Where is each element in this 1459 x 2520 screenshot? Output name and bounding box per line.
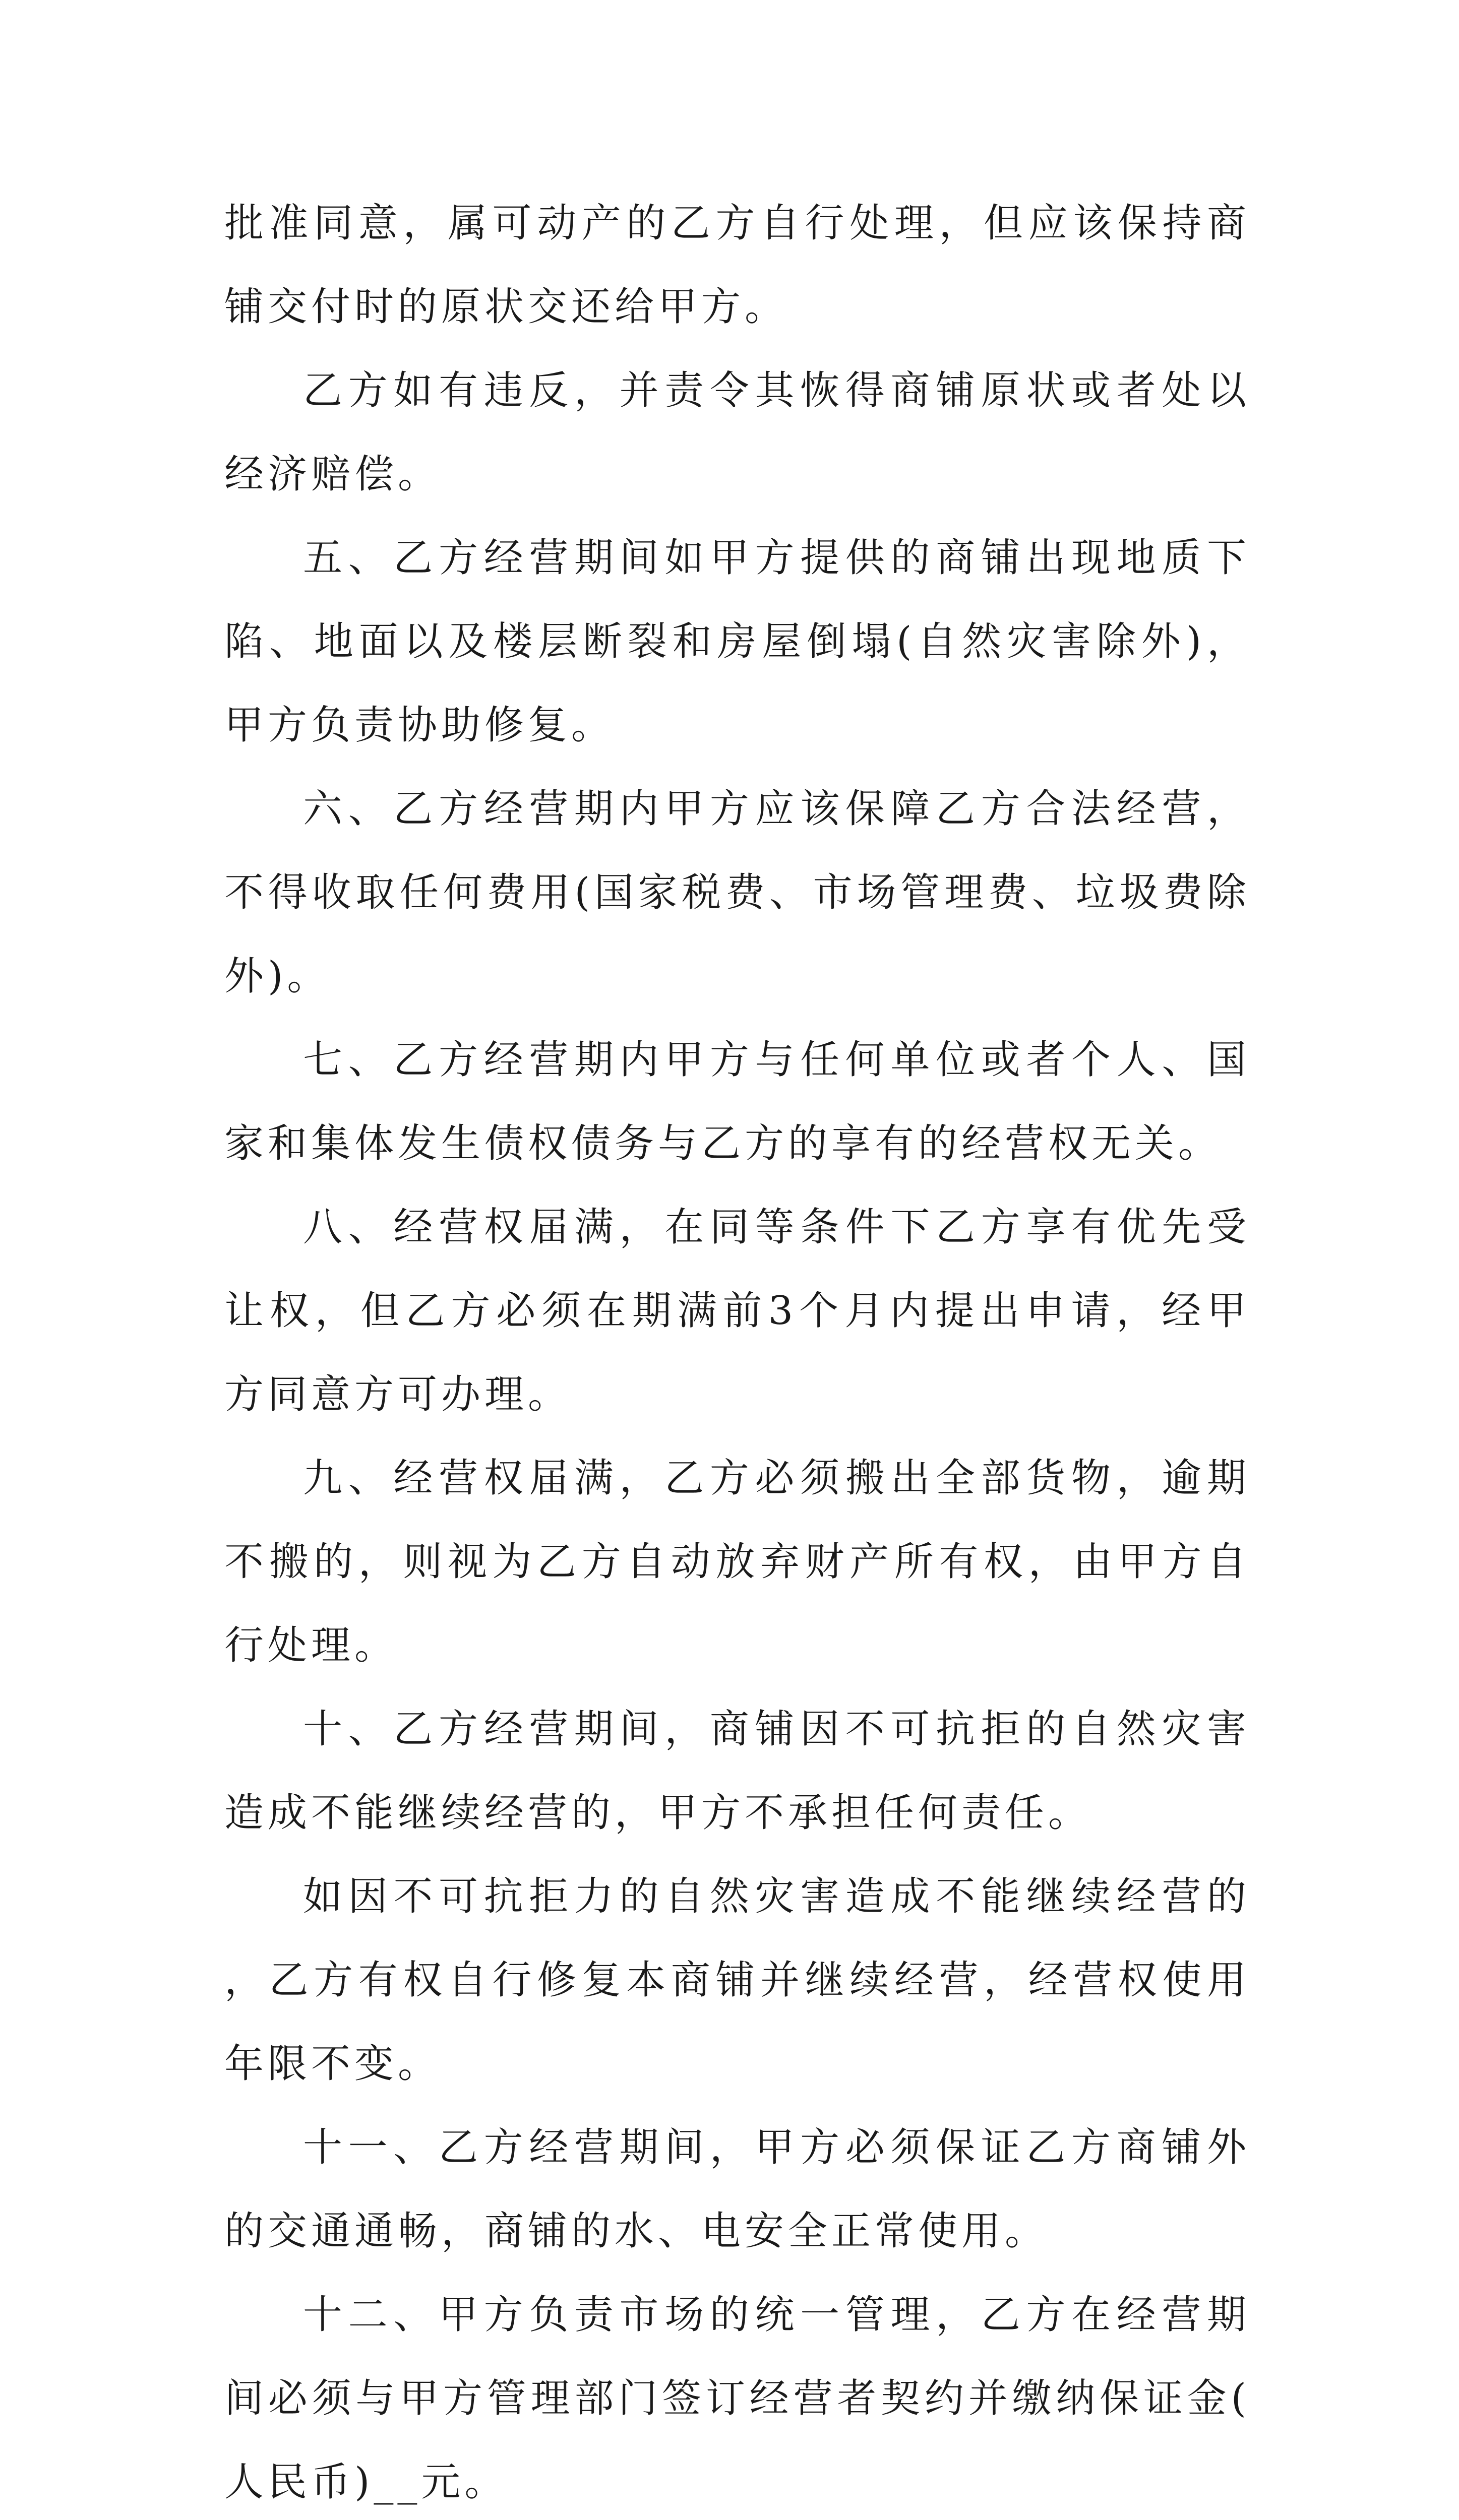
paragraph-clause-5: 五、乙方经营期间如甲方提供的商铺出现地质下陷、地面以及楼层断裂和房屋倒塌(自然灾害除外)，甲方负责协助修复。 — [224, 535, 1250, 748]
paragraph-continuation: 批准同意，属可动产的乙方自行处理，但应该保持商铺交付时的原状交还给甲方。 — [224, 201, 1250, 330]
paragraph-violation-compensation: 乙方如有违反，并责令其恢得商铺原状或者处以经济赔偿。 — [224, 368, 1250, 497]
paragraph-clause-7: 七、乙方经营期内甲方与任何单位或者个人、国家和集体发生债权债务与乙方的享有的经营权无关。 — [224, 1037, 1250, 1166]
paragraph-clause-9: 九、经营权届满，乙方必须搬出全部货物，逾期不搬的，则视为乙方自动放弃财产所有权，由甲方自行处理。 — [224, 1456, 1250, 1668]
paragraph-clause-8: 八、经营权届满，在同等条件下乙方享有优先受让权，但乙方必须在期满前3个月内提出申请，经甲方同意方可办理。 — [224, 1205, 1250, 1417]
paragraph-clause-6: 六、乙方经营期内甲方应该保障乙方合法经营，不得收取任何费用(国家税费、市场管理费、垃圾费除外)。 — [224, 786, 1250, 999]
paragraph-clause-10-supplement: 如因不可抗拒力的自然灾害造成不能继续经营的，乙方有权自行修复本商铺并继续经营，经营权使用年限不变。 — [224, 1874, 1250, 2087]
paragraph-clause-12: 十二、甲方负责市场的统一管理，乙方在经营期间必须与甲方管理部门签订经营者契约并缴纳保证金(人民币)__元。 — [224, 2292, 1250, 2505]
paragraph-clause-10: 十、乙方经营期间，商铺因不可抗拒的自然灾害造成不能继续经营的，甲方不承担任何责任。 — [224, 1707, 1250, 1836]
document-body — [224, 181, 1250, 2520]
paragraph-clause-11: 十一、乙方经营期间，甲方必须保证乙方商铺外的交通通畅，商铺的水、电安全正常使用。 — [224, 2125, 1250, 2254]
